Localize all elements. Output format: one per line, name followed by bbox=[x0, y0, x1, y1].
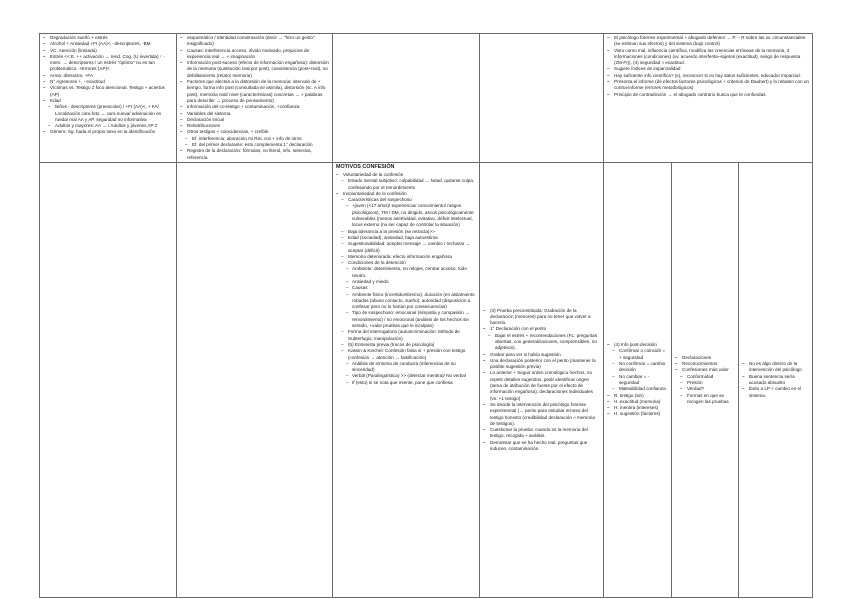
bullet-dash-icon: – bbox=[742, 386, 745, 392]
list-item-text: Grabar para ver si había sugestión bbox=[490, 351, 561, 357]
bullet-dash-icon: – bbox=[483, 357, 486, 363]
list-item-text: Éxito a LP + cambio en el sistema. bbox=[749, 386, 802, 398]
list-item-text: Baja tolerancia a la presión (se retracta)>> bbox=[348, 228, 435, 234]
bullet-dash-small-icon: – bbox=[346, 278, 349, 284]
list-item-text: Bajar el estrés + recomendaciones (FL: preguntas abiertas, con generalizaciones, comprensibles, no adjetivos). bbox=[495, 332, 598, 351]
bullet-dash-small-icon: – bbox=[341, 260, 344, 266]
bullet-dash-icon: – bbox=[43, 47, 46, 53]
list-item-text: Ambiente físico (incertidumbre/no), duración (en aislamiento robados (abuso contacto, sueño), autoridad (disposición a confesar pero no lo harían por consecuencias) bbox=[352, 291, 475, 310]
bullet-dash-icon: – bbox=[43, 97, 46, 103]
cell-empty-2 bbox=[480, 34, 604, 163]
list-item-text: Características del sospechoso bbox=[348, 197, 412, 203]
bullet-dash-small-icon: – bbox=[346, 291, 349, 297]
bullet-dash-small-icon: – bbox=[341, 241, 344, 247]
list-item bbox=[607, 35, 809, 48]
bullet-dash-small-icon: – bbox=[680, 386, 683, 392]
list-item-text: Rel/atribuciones bbox=[187, 123, 220, 129]
bullet-dash-icon: – bbox=[43, 35, 46, 40]
list-item-text: Kassin & Kiechel: Confesión falsa sí + presión con testigo (confesión → atención → falsificación) bbox=[348, 348, 466, 360]
list-item-text: Estrés << E. ++ activación → rend. Cog. (U invertida) ↑ - mem. → descriptores / un estrés "óptimo" no es tan problemático. +Errores (AP)< bbox=[50, 53, 165, 72]
list-item bbox=[483, 440, 600, 453]
bullet-dash-icon: – bbox=[180, 47, 183, 53]
bullet-dash-icon: – bbox=[336, 190, 339, 196]
list-item bbox=[336, 266, 476, 279]
bullet-dash-icon: – bbox=[675, 361, 678, 367]
bullet-dash-icon: – bbox=[180, 35, 183, 40]
section-title: MOTIVOS CONFESIÓN bbox=[336, 163, 395, 170]
list-item-text: Edad (sociedad), ansiedad, baja autoestima bbox=[348, 234, 438, 240]
bullet-dash-icon: – bbox=[180, 123, 183, 129]
col4-wrap bbox=[483, 164, 600, 596]
list-item bbox=[180, 148, 329, 161]
list-item bbox=[483, 308, 600, 327]
bullet-dash-icon: – bbox=[607, 392, 610, 398]
list-item-text: Análisis de síntoma de conducta (inferencias de su sinceridad) bbox=[352, 360, 456, 373]
list-item bbox=[336, 348, 476, 361]
list-item-text: Variables del sistema bbox=[187, 110, 231, 116]
bullet-dash-icon: – bbox=[607, 405, 610, 411]
bullet-dash-icon: – bbox=[43, 72, 46, 78]
list-item bbox=[607, 411, 668, 417]
bullet-dash-icon: – bbox=[180, 129, 183, 135]
list-col4 bbox=[483, 308, 600, 453]
list-item bbox=[483, 333, 600, 352]
col5-wrap bbox=[607, 164, 668, 596]
table-row-top bbox=[40, 34, 813, 163]
bullet-dash-icon: – bbox=[675, 367, 678, 373]
list-item-text: (4) Info post-decisión bbox=[614, 342, 657, 348]
list-item bbox=[336, 361, 476, 374]
bullet-dash-icon: – bbox=[607, 72, 610, 78]
notes-table bbox=[39, 33, 813, 598]
cell-confession-motives bbox=[333, 162, 480, 597]
list-item-text: El psicólogo forense experimental + abogado defensor → P. – R sobre las vv. circunstanciales (se estiman sus efectos) y del sistema (bajo control) bbox=[614, 35, 806, 47]
bullet-dash-small-icon: – bbox=[612, 373, 615, 379]
list-item bbox=[180, 35, 329, 48]
bullet-dash-icon: – bbox=[607, 342, 610, 348]
list-item-text: Involuntariedad de la confesión bbox=[343, 190, 407, 196]
list-col2-top bbox=[180, 35, 329, 161]
bullet-dash-icon: – bbox=[336, 171, 339, 177]
list-item-text: Formas en que se recogen las pruebas bbox=[687, 392, 729, 404]
list-item bbox=[607, 92, 809, 98]
cell-evidence-types bbox=[672, 162, 739, 597]
list-item-text: Forma del interrogatorio (autoincriminación: Método de Subterfugio, manipulación) bbox=[348, 329, 460, 341]
bullet-dash-icon: – bbox=[180, 60, 183, 66]
bullet-dash-small-icon: – bbox=[612, 348, 615, 354]
bullet-dash-icon: – bbox=[607, 91, 610, 97]
list-item-text: Tipo de sospechoso: emocional (simpatía y compasión → remordimiento) / no emocional (análisis de los hechos sin sentido, +valor pruebas que le inculpan) bbox=[352, 310, 470, 329]
list-item-text: Confesiones más valor bbox=[682, 367, 729, 373]
list-item-text: Confirmar o coincidir = + seguridad bbox=[619, 348, 666, 360]
bullet-dash-icon: – bbox=[43, 129, 46, 135]
list-item-text: Arma: distractor, +FA bbox=[50, 72, 94, 78]
list-item-text: N° Agresores +, - exactitud bbox=[50, 79, 105, 85]
bullet-dash-small-icon: – bbox=[341, 348, 344, 354]
list-item-text: Condiciones de la detención bbox=[348, 260, 406, 266]
cell-declaration-procedure bbox=[480, 162, 604, 597]
bullet-dash-icon: – bbox=[675, 354, 678, 360]
bullet-dash-small-icon: – bbox=[680, 373, 683, 379]
bullet-dash-icon: – bbox=[607, 398, 610, 404]
bullet-dash-icon: – bbox=[607, 35, 610, 40]
list-item-text: Presenta el informe (de efectos factores psicológicos + criterios de Daubert) y lo rebaten con un contra-informe (errores metodológicos) bbox=[614, 79, 809, 91]
list-item bbox=[483, 427, 600, 440]
list-item bbox=[607, 79, 809, 92]
list-col7 bbox=[742, 361, 809, 399]
list-item-text: Sugestionabilidad: aceptar mensaje → cambio / rechazar → aceptar (déficit) bbox=[348, 241, 471, 253]
bullet-dash-small-icon: – bbox=[680, 392, 683, 398]
list-item bbox=[483, 370, 600, 401]
list-item bbox=[483, 358, 600, 371]
bullet-dash-small-icon: – bbox=[680, 379, 683, 385]
bullet-dash-small-icon: – bbox=[48, 123, 51, 129]
bullet-dash-icon: – bbox=[607, 47, 610, 53]
list-item-text: (5) Entrevista previa (trucos de psicología) bbox=[348, 341, 435, 347]
list-item-text: VC. Atención (limitada) bbox=[50, 47, 97, 53]
cell-empty-3 bbox=[40, 162, 177, 597]
list-item-text: Una declaración posterior con el perito (mantener la posible sugestión previa) bbox=[490, 357, 596, 370]
list-item-text: +joven (<17 años)/ experiencia/ conocimiento/ rasgos psicológicos), TM / DM, no dirigido, ascos psicológicamente vulnerables (menos asertividad, evitativo, déficit intelectual, locus externo (no ser capaz de controlar la situación) bbox=[352, 203, 474, 228]
cell-empty-4 bbox=[177, 162, 333, 597]
list-item bbox=[607, 348, 668, 361]
cell-forensic-psychologist bbox=[604, 34, 813, 163]
list-item-text: Otros testigos + coincidencias, + creíble bbox=[187, 129, 269, 135]
bullet-dash-icon: – bbox=[180, 148, 183, 154]
list-item-text: Maleabilidad confianza bbox=[619, 386, 666, 392]
bullet-dash-small-icon: – bbox=[341, 234, 344, 240]
list-item-text: Ansiedad y miedo bbox=[352, 278, 389, 284]
bullet-dash-icon: – bbox=[483, 439, 486, 445]
col7-wrap bbox=[742, 164, 809, 596]
list-item-text: Voluntariedad de la confesión bbox=[343, 171, 404, 177]
cell-empty-1 bbox=[333, 34, 480, 163]
bullet-dash-icon: – bbox=[180, 116, 183, 122]
list-item-text: If (esto) si se nota que miente, pone que confiesa bbox=[352, 379, 453, 385]
list-item bbox=[607, 374, 668, 387]
list-item-text: Verbal (Paralingüística) >> (detectar mentira)/ No verbal bbox=[352, 373, 466, 379]
list-item-text: Principio de contradicción → el abogado contrario busca que te confundas. bbox=[614, 91, 767, 97]
bullet-dash-small-icon: – bbox=[341, 341, 344, 347]
list-item bbox=[742, 361, 809, 374]
list-item bbox=[180, 48, 329, 61]
list-item-text: Visto como mal, influencia científica, modifica las creencias erróneas de la memoria, 3 informaciones (condiciones) (vv. acuerdo interferita–sujetos (exactitud), sesgo de respuesta (≠M-FI)), (4) seguridad ≈ exactitud. bbox=[614, 47, 801, 66]
list-item-text: Estado mental subjetivo: culpabilidad → Ndad. quitarse culpa, confesando por el remordimiento bbox=[348, 178, 475, 190]
list-item bbox=[742, 386, 809, 399]
list-col5 bbox=[607, 342, 668, 418]
list-item-text: Reconocimientos bbox=[682, 361, 718, 367]
bullet-dash-small-icon: – bbox=[48, 104, 51, 110]
list-item-text: Información del co-testigo + contaminación, +confianza bbox=[187, 104, 300, 110]
list-item bbox=[43, 129, 173, 135]
bullet-dash-small-icon: – bbox=[346, 373, 349, 379]
table-row-bottom bbox=[40, 162, 813, 597]
bullet-dash-icon: – bbox=[483, 401, 486, 407]
list-item-text: Hay suficiente info científica? (s), reconocer si no hay datos suficientes, educador imparcial. bbox=[614, 72, 801, 78]
col6-wrap bbox=[675, 164, 735, 596]
list-item bbox=[607, 361, 668, 374]
list-item-text: (3) Prueba preconstituida: Grabación de la declaración (menores) para no tener que volver a hacerla. bbox=[490, 307, 591, 326]
bullet-dash-icon: – bbox=[607, 66, 610, 72]
list-item bbox=[43, 54, 173, 73]
list-item bbox=[180, 60, 329, 79]
bullet-dash-small-icon: – bbox=[185, 135, 188, 141]
list-item-text: Género: Sg. hada el propio sexo en la identificación bbox=[50, 129, 156, 135]
bullet-dash-icon: – bbox=[43, 53, 46, 59]
list-item bbox=[336, 329, 476, 342]
list-item-text: H. mentira (intereses) bbox=[614, 405, 659, 411]
list-item-text: Se decide la intervención del psicólogo forense experimental (→ perito para estudiar errores del testigo honesto (credibilidad declaración ≈ memoria de testigos). bbox=[490, 401, 595, 426]
bullet-dash-icon: – bbox=[483, 370, 486, 376]
list-item-text: Declaración inicial bbox=[187, 116, 225, 122]
bullet-dash-icon: – bbox=[43, 79, 46, 85]
list-item bbox=[607, 48, 809, 67]
bullet-dash-icon: – bbox=[180, 104, 183, 110]
list-item-text: Causas: interferencia acceso, olvido motivado, prejuicios de experiencia real → + imaginación bbox=[187, 47, 310, 59]
list-item bbox=[336, 292, 476, 311]
list-item-text: Buena sentencia sería acusado absuelto bbox=[749, 373, 795, 385]
bullet-dash-small-icon: – bbox=[341, 329, 344, 335]
cell-post-event-info bbox=[177, 34, 333, 163]
bullet-dash-small-icon: – bbox=[341, 228, 344, 234]
bullet-dash-small-icon: – bbox=[341, 253, 344, 259]
list-item-text: Ef. del primer declarante: esto complementa 1° declaración bbox=[192, 142, 313, 148]
bullet-dash-small-icon: – bbox=[612, 361, 615, 367]
bullet-dash-small-icon: – bbox=[346, 379, 349, 385]
bullet-dash-small-icon: – bbox=[488, 332, 491, 338]
list-col1-top bbox=[43, 35, 173, 136]
bullet-dash-icon: – bbox=[483, 427, 486, 433]
bullet-dash-small-icon: – bbox=[341, 197, 344, 203]
list-item-text: Declaraciones bbox=[682, 354, 712, 360]
bullet-dash-small-icon: – bbox=[346, 285, 349, 291]
bullet-dash-small-icon: – bbox=[346, 360, 349, 366]
list-item-text: Conformidad bbox=[687, 373, 714, 379]
list-item-text: No confirmar = cambio decisión bbox=[619, 361, 666, 373]
list-item-text: Cuestionar la prueba: cuando es la memoria del testigo, recogida + análisis. bbox=[490, 427, 588, 439]
list-item bbox=[742, 374, 809, 387]
bullet-dash-small-icon: – bbox=[612, 386, 615, 392]
list-item bbox=[336, 310, 476, 329]
list-item-text: Degradación sueño + estrés bbox=[50, 35, 108, 40]
list-item-text: Niños - descriptores (preescolar) / +FI (AA)<, + FA/ Localización cara foto → cara nueva/ adivinación en rueda/ mal AA y AP. seguridad no informativa bbox=[55, 104, 162, 122]
bullet-dash-icon: – bbox=[742, 373, 745, 379]
list-item-text: Factores que afectan a la distorsión de la memoria: intervalo de + tiempo, forma info post (consultada se asimila), distorsión (sc. A info post), memoria real/ nivel (características) concretas → + palabras para describir → proceso de pensamiento) bbox=[187, 79, 326, 103]
bullet-dash-icon: – bbox=[607, 411, 610, 417]
list-item-text: No cambiar = - seguridad bbox=[619, 373, 650, 385]
list-col6 bbox=[675, 355, 735, 405]
list-item-text: Causas bbox=[352, 285, 368, 291]
bullet-dash-small-icon: – bbox=[346, 266, 349, 272]
list-item-text: Información post-suceso (efecto de información engañosa): distorsión de la memoria (sustitución real por post), coexistencia (post+real), no debilitamiento (retalor memoria) bbox=[187, 60, 329, 78]
list-item bbox=[43, 85, 173, 98]
list-confession bbox=[336, 172, 476, 386]
bullet-dash-icon: – bbox=[43, 41, 46, 47]
list-item bbox=[336, 203, 476, 228]
list-item-text: Presión bbox=[687, 379, 703, 385]
bullet-dash-icon: – bbox=[483, 307, 486, 313]
list-item bbox=[336, 380, 476, 386]
list-item-text: esquemático / Identidad conversación (decir → "hizo un gesto" insignificado) bbox=[187, 35, 315, 47]
list-item-text: Ef. interferencia: aboración mi Rec.con + info de otros bbox=[192, 135, 302, 141]
bullet-dash-small-icon: – bbox=[341, 178, 344, 184]
list-item bbox=[483, 402, 600, 427]
bullet-dash-icon: – bbox=[483, 351, 486, 357]
list-item-text: Memoria deteriorada: efecto información engañosa bbox=[348, 253, 452, 259]
list-item-text: Adultos y mayores: AA → / Adultos y jóvenes AP ≠ bbox=[55, 123, 158, 129]
list-item-text: Edad bbox=[50, 97, 61, 103]
list-item bbox=[43, 104, 173, 123]
list-item-text: H. exactitud (memoria) bbox=[614, 398, 661, 404]
cell-memory-factors bbox=[40, 34, 177, 163]
list-item bbox=[675, 393, 735, 406]
list-item-text: 1° Declaración con el perito bbox=[490, 326, 547, 332]
list-item-text: H. sugestión (factores) bbox=[614, 411, 661, 417]
list-item-text: R. testigo (sin) bbox=[614, 392, 644, 398]
bullet-dash-small-icon: – bbox=[346, 203, 349, 209]
list-item-text: Demostrar que se ha hecho mal, preguntas que inducen, contaminación. bbox=[490, 439, 588, 452]
list-item-text: Verdad? bbox=[687, 386, 705, 392]
bullet-dash-icon: – bbox=[180, 110, 183, 116]
list-item-text: Registro de la declaración: fórmulas, no literal, info. selectiva, referencia bbox=[187, 148, 312, 160]
bullet-dash-icon: – bbox=[607, 79, 610, 85]
cell-post-decision-info bbox=[604, 162, 672, 597]
list-item-text: Víctimas vs. Testigo ≠ foco atencional. Testigo + aciertos (AP) bbox=[50, 85, 165, 97]
list-col5-top bbox=[607, 35, 809, 98]
bullet-dash-icon: – bbox=[483, 326, 486, 332]
list-item-text: Sugiere índices de imparcialidad bbox=[614, 66, 681, 72]
cell-system-outcome bbox=[739, 162, 813, 597]
list-item-text: Lo anterior + Seguir orden cronológico hechos, no repetir detalles sugeridos, pedir identificar origen (tarea de atribución de fuente por el efecto de información engañosa), declaraciones individuales (vs. +1 testigo) bbox=[490, 370, 593, 401]
list-item bbox=[180, 79, 329, 104]
list-item bbox=[336, 178, 476, 191]
bullet-dash-small-icon: – bbox=[346, 310, 349, 316]
list-item-text: Alcohol + Ansiedad +FI (AA)<, -descriptores, -BM bbox=[50, 41, 151, 47]
list-item bbox=[336, 241, 476, 254]
bullet-dash-icon: – bbox=[180, 79, 183, 85]
list-item-text: Ambiente: detenimiento, no relojes, centrar acceso, todo neutro. bbox=[352, 266, 467, 278]
list-item-text: No es algo directo de la intervención del psicólogo bbox=[749, 361, 802, 373]
bullet-dash-icon: – bbox=[43, 85, 46, 91]
bullet-dash-icon: – bbox=[742, 361, 745, 367]
bullet-dash-small-icon: – bbox=[185, 142, 188, 148]
